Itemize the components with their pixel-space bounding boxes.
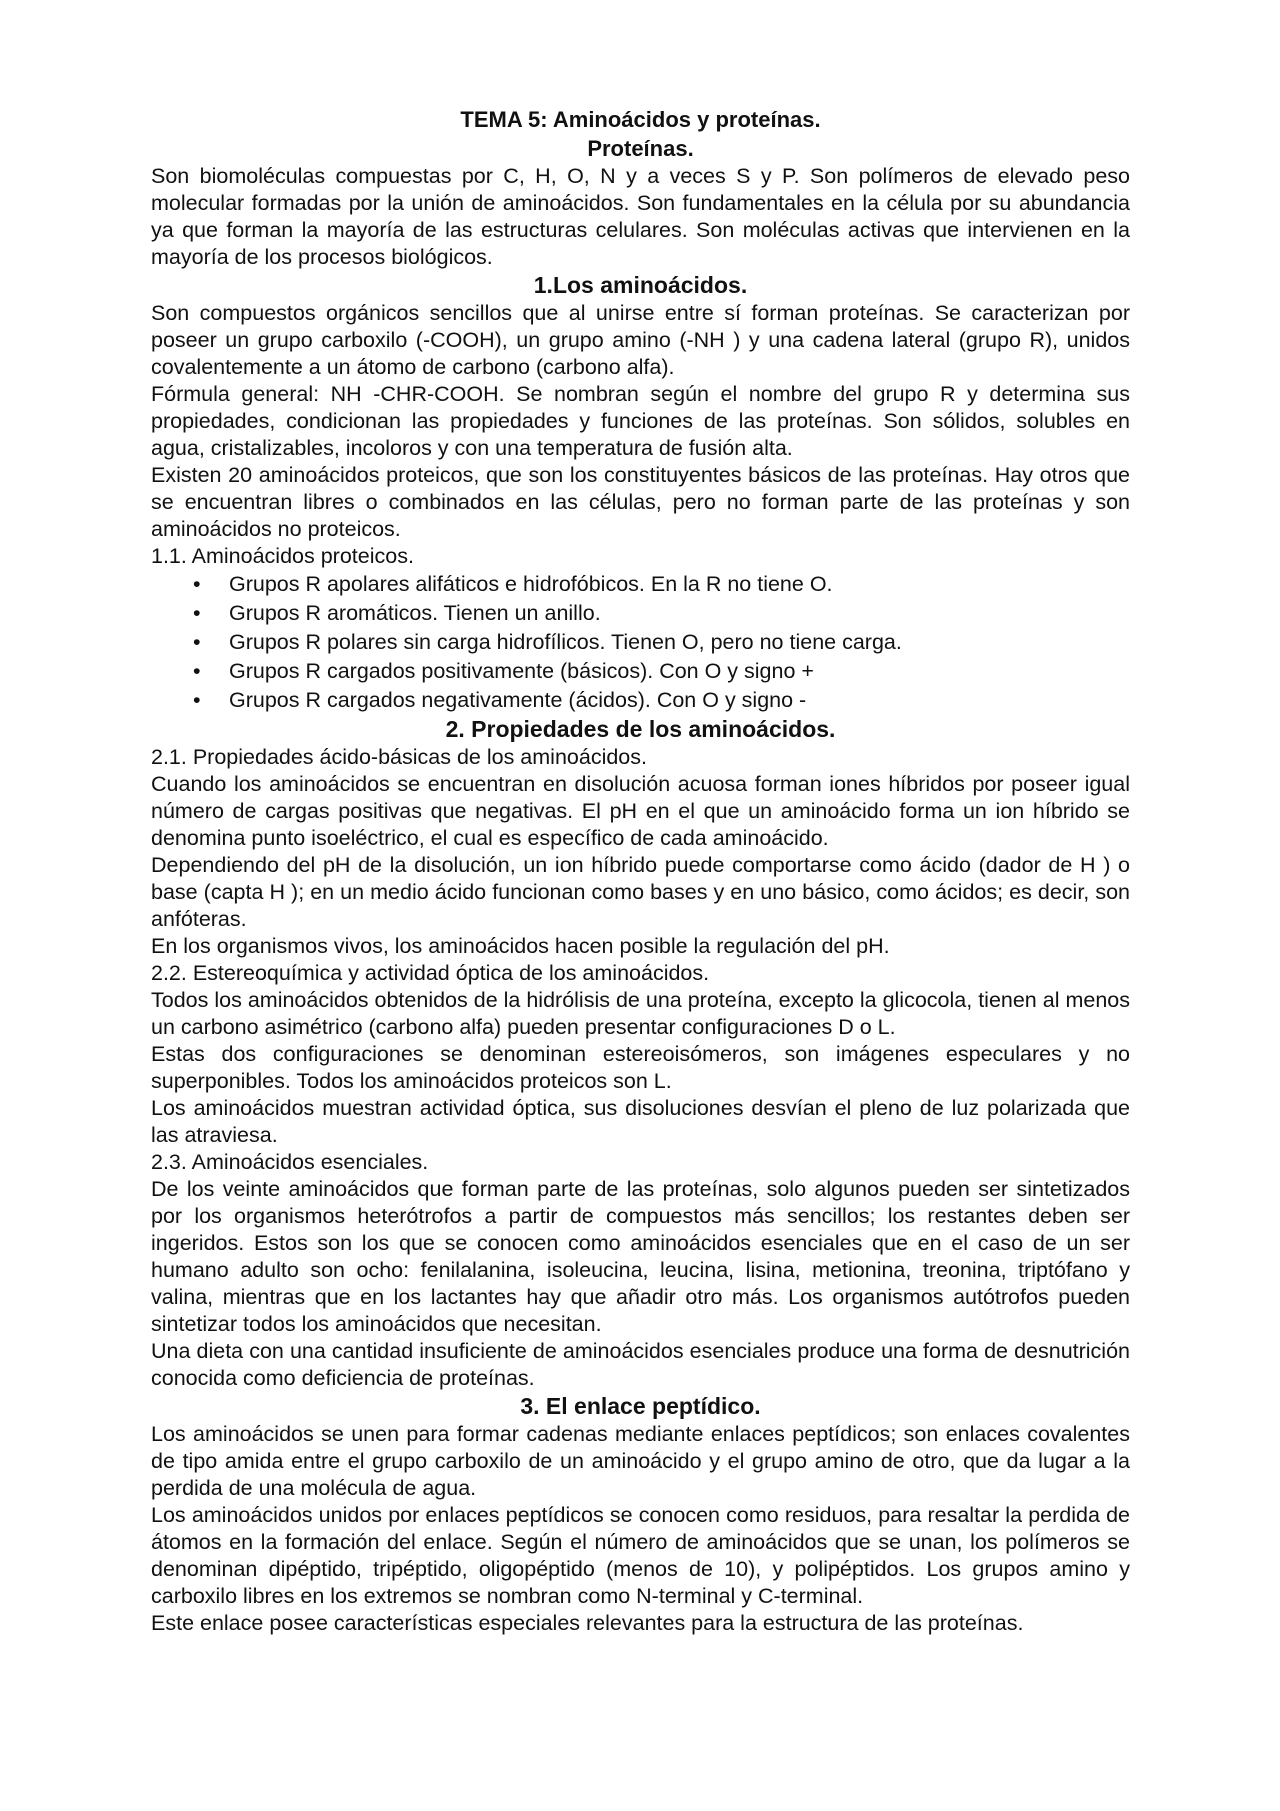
intro-paragraph: Son biomoléculas compuestas por C, H, O, N y a veces S y P. Son polímeros de elevado peso molecular formadas por la unión de aminoácidos. Son fundamentales en la célula por su abundancia ya que forman la mayoría de las estructuras celulares. Son moléculas activas que intervienen en la mayoría de los procesos biológicos. [151, 164, 1130, 269]
bullet-icon: • [193, 572, 201, 596]
amino-acid-groups-list [151, 570, 1130, 715]
list-item [151, 570, 1130, 599]
subsection-2-2-paragraph-2: Estas dos configuraciones se denominan estereoisómeros, son imágenes especulares y no superponibles. Todos los aminoácidos proteicos son L. [151, 1042, 1130, 1093]
section-2-heading: 2. Propiedades de los aminoácidos. [445, 716, 836, 742]
section-1-paragraph-3: Existen 20 aminoácidos proteicos, que son los constituyentes básicos de las proteínas. Hay otros que se encuentran libres o combinados en las células, pero no forman parte de las proteínas y son aminoácidos no proteicos. [151, 463, 1130, 541]
subsection-2-2-paragraph-3: Los aminoácidos muestran actividad óptica, sus disoluciones desvían el pleno de luz polarizada que las atraviesa. [151, 1096, 1130, 1147]
list-item-text: Grupos R aromáticos. Tienen un anillo. [229, 601, 601, 625]
subsection-1-1-heading: 1.1. Aminoácidos proteicos. [151, 544, 414, 568]
subsection-2-1-paragraph-1: Cuando los aminoácidos se encuentran en disolución acuosa forman iones híbridos por poseer igual número de cargas positivas que negativas. El pH en el que un aminoácido forma un ion híbrido se denomina punto isoeléctrico, el cual es específico de cada aminoácido. [151, 772, 1130, 850]
section-3-heading: 3. El enlace peptídico. [520, 1393, 761, 1419]
document-page [151, 105, 1130, 1637]
subsection-2-3-heading: 2.3. Aminoácidos esenciales. [151, 1150, 429, 1174]
list-item [151, 628, 1130, 657]
subsection-2-3-paragraph-1: De los veinte aminoácidos que forman parte de las proteínas, solo algunos pueden ser sintetizados por los organismos heterótrofos a partir de compuestos más sencillos; los restantes deben ser ingeridos. Estos son los que se conocen como aminoácidos esenciales que en el caso de un ser humano adulto son ocho: fenilalanina, isoleucina, leucina, lisina, metionina, treonina, triptófano y valina, mientras que en los lactantes hay que añadir otro más. Los organismos autótrofos pueden sintetizar todos los aminoácidos que necesitan. [151, 1177, 1130, 1336]
subsection-2-1-heading: 2.1. Propiedades ácido-básicas de los aminoácidos. [151, 745, 647, 769]
subsection-2-2-heading: 2.2. Estereoquímica y actividad óptica de los aminoácidos. [151, 961, 710, 985]
document-title: TEMA 5: Aminoácidos y proteínas. [460, 107, 821, 132]
list-item-text: Grupos R apolares alifáticos e hidrofóbicos. En la R no tiene O. [229, 572, 833, 596]
list-item-text: Grupos R cargados negativamente (ácidos). Con O y signo - [229, 688, 807, 712]
bullet-icon: • [193, 659, 201, 683]
document-subtitle: Proteínas. [587, 136, 694, 161]
list-item [151, 599, 1130, 628]
bullet-icon: • [193, 630, 201, 654]
bullet-icon: • [193, 688, 201, 712]
section-1-paragraph-2: Fórmula general: NH -CHR-COOH. Se nombran según el nombre del grupo R y determina sus propiedades, condicionan las propiedades y funciones de las proteínas. Son sólidos, solubles en agua, cristalizables, incoloros y con una temperatura de fusión alta. [151, 382, 1130, 460]
subsection-2-3-paragraph-2: Una dieta con una cantidad insuficiente de aminoácidos esenciales produce una forma de desnutrición conocida como deficiencia de proteínas. [151, 1339, 1130, 1390]
section-3-paragraph-2: Los aminoácidos unidos por enlaces peptídicos se conocen como residuos, para resaltar la perdida de átomos en la formación del enlace. Según el número de aminoácidos que se unan, los polímeros se denominan dipéptido, tripéptido, oligopéptido (menos de 10), y polipéptidos. Los grupos amino y carboxilo libres en los extremos se nombran como N-terminal y C-terminal. [151, 1503, 1130, 1608]
section-3-paragraph-3: Este enlace posee características especiales relevantes para la estructura de las proteínas. [151, 1611, 1024, 1635]
subsection-2-2-paragraph-1: Todos los aminoácidos obtenidos de la hidrólisis de una proteína, excepto la glicocola, tienen al menos un carbono asimétrico (carbono alfa) pueden presentar configuraciones D o L. [151, 988, 1130, 1039]
section-1-paragraph-1: Son compuestos orgánicos sencillos que al unirse entre sí forman proteínas. Se caracterizan por poseer un grupo carboxilo (-COOH), un grupo amino (-NH ) y una cadena lateral (grupo R), unidos covalentemente a un átomo de carbono (carbono alfa). [151, 301, 1130, 379]
bullet-icon: • [193, 601, 201, 625]
list-item-text: Grupos R cargados positivamente (básicos). Con O y signo + [229, 659, 814, 683]
list-item [151, 686, 1130, 715]
list-item-text: Grupos R polares sin carga hidrofílicos. Tienen O, pero no tiene carga. [229, 630, 902, 654]
subsection-2-1-paragraph-2: Dependiendo del pH de la disolución, un ion híbrido puede comportarse como ácido (dador de H ) o base (capta H ); en un medio ácido funcionan como bases y en uno básico, como ácidos; es decir, son anfóteras. [151, 853, 1130, 931]
section-3-paragraph-1: Los aminoácidos se unen para formar cadenas mediante enlaces peptídicos; son enlaces covalentes de tipo amida entre el grupo carboxilo de un aminoácido y el grupo amino de otro, que da lugar a la perdida de una molécula de agua. [151, 1422, 1130, 1500]
list-item [151, 657, 1130, 686]
section-1-heading: 1.Los aminoácidos. [533, 272, 748, 298]
subsection-2-1-paragraph-3: En los organismos vivos, los aminoácidos hacen posible la regulación del pH. [151, 934, 890, 958]
